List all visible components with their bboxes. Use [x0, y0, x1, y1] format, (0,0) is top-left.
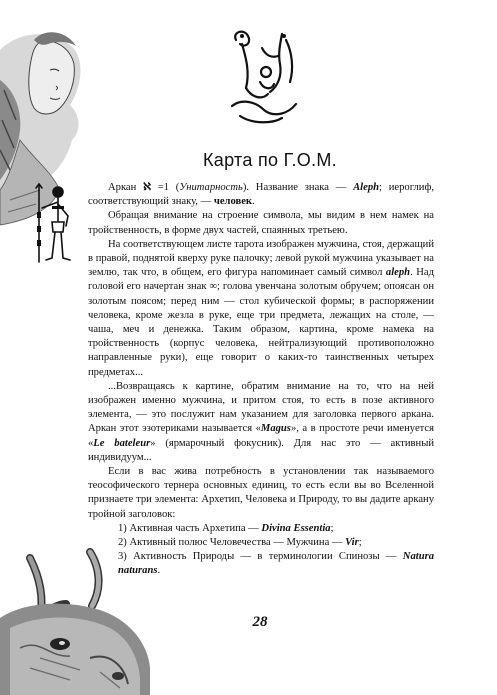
list-item: 2) Активный полюс Человечества — Мужчина — Vir;	[118, 537, 362, 549]
paragraph-ternary: Если в вас жива потребность в установлении так называемого теософического тернера основных единиц, то есть если вы во Вселенной признаете три элемента: Архетип, Человека и Природу, то вы дадите аркану тройной заголовок:	[88, 466, 434, 520]
paragraph-symbol-structure: Обращая внимание на строение символа, мы видим в нем намек на тройственность, в форме двух частей, спаянных третьею.	[88, 210, 434, 236]
paragraph-magus: ...Возвращаясь к картине, обратим внимание на то, что на ней изображен именно мужчина, и притом стоя, то есть в позе активного элемента, — это послужит нам указанием для заголовка первого аркана. Аркан этот эзотериками называется «Magus», а в простоте речи именуется «Le bateleur» (ярмарочный фокусник). Для нас это — активный индивидуум...	[88, 380, 434, 463]
body-text	[88, 181, 434, 579]
tarot-figure-drawing	[222, 28, 304, 128]
page-number: 28	[252, 614, 268, 630]
human-term: человек	[213, 196, 253, 208]
natura-naturans-term: Natura naturans	[118, 551, 434, 577]
divina-essentia-term: Divina Essentia	[261, 522, 331, 534]
aleph-sign: ℵ	[143, 182, 151, 193]
vir-term: Vir	[345, 537, 359, 549]
magus-term: Magus	[260, 423, 291, 435]
aleph-italic-term: aleph	[385, 267, 411, 279]
list-item: 1) Активная часть Архетипа — Divina Essentia;	[118, 522, 334, 534]
aleph-term: Aleph	[353, 182, 380, 193]
page-title: Карта по Г.О.М.	[203, 150, 337, 170]
unitarity-term: Унитарность	[179, 182, 243, 193]
paragraph-tarot-card: На соответствующем листе тарота изображен мужчина, стоя, держащий в правой, поднятой кверху руке палочку; левой рукой мужчина указывает на землю, так что, в общем, его фигура напоминает самый символ aleph. Над головой его начертан знак ∞; голова увенчана золотым обручем; опоясан он золотым поясом; перед ним — стол кубической формы; в распоряжении человека, кроме жезла в руке, еще три предмета, лежащих на столе, — чаша, меч и денежка. Таким образом, картина, кроме намека на тройственность (корпус человека, нейтрализующий противоположно направленные руки), еще говорит о каких-то таинственных четырех предметах...	[88, 238, 434, 378]
paragraph-arcanum-intro: Аркан ℵ =1 (Унитарность). Название знака — Aleph; иероглиф, соответствующий знаку, — человек.	[88, 182, 434, 208]
le-bateleur-term: Le bateleur	[93, 437, 151, 449]
hieroglyph-man-icon	[30, 182, 74, 264]
list-item: 3) Активность Природы — в терминологии Спинозы — Natura naturans.	[118, 551, 434, 577]
